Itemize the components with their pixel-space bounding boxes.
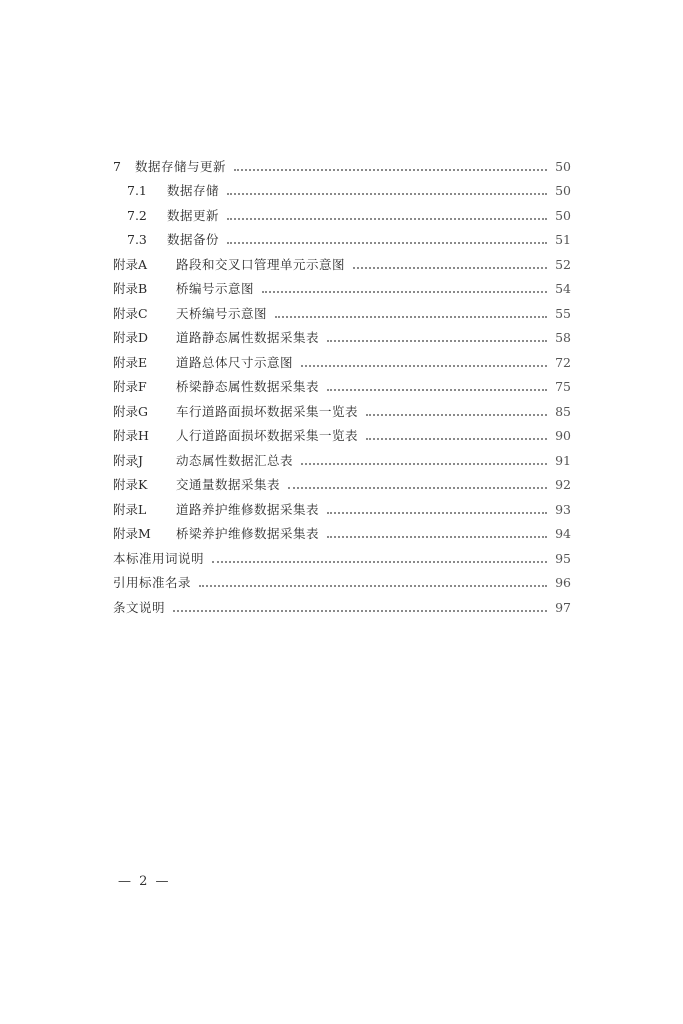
dot-leader: [327, 340, 547, 342]
dot-leader: [234, 169, 547, 171]
toc-entry-page: 72: [555, 354, 571, 370]
dot-leader: [227, 193, 547, 195]
toc-entry-appendix-a[interactable]: [113, 248, 571, 273]
toc-entry-number: 7: [113, 158, 121, 174]
toc-entry-appendix-e[interactable]: [113, 346, 571, 371]
toc-entry-number: 附录B: [113, 281, 148, 296]
toc-entry-page: 96: [555, 575, 571, 590]
toc-entry-page: 95: [555, 550, 571, 566]
dot-leader: [275, 316, 547, 318]
dot-leader: [353, 267, 547, 269]
toc-entry-appendix-b[interactable]: [113, 273, 571, 298]
toc-entry-number: 7.1: [127, 183, 147, 198]
toc-entry-title: 引用标准名录: [113, 575, 192, 590]
toc-entry-number: 附录L: [113, 501, 147, 517]
dot-leader: [327, 536, 547, 538]
toc-entry-page: 51: [555, 232, 571, 247]
toc-entry-title: 桥梁静态属性数据采集表: [176, 379, 320, 394]
dot-leader: [262, 291, 547, 293]
dot-leader: [212, 561, 547, 563]
dot-leader: [301, 463, 547, 465]
toc-entry-wording-explanation[interactable]: [113, 542, 571, 567]
toc-entry-appendix-m[interactable]: [113, 518, 571, 543]
toc-entry-page: 90: [555, 428, 571, 443]
toc-entry-number: 附录M: [113, 526, 151, 541]
toc-entry-number: 附录E: [113, 354, 148, 370]
dot-leader: [327, 512, 547, 514]
toc-entry-title: 桥编号示意图: [176, 281, 255, 296]
dot-leader: [327, 389, 547, 391]
dot-leader: [227, 218, 547, 220]
toc-entry-title: 人行道路面损坏数据采集一览表: [176, 428, 359, 443]
toc-entry-appendix-g[interactable]: [113, 395, 571, 420]
toc-entry-appendix-j[interactable]: [113, 444, 571, 469]
toc-entry-page: 91: [555, 452, 571, 468]
toc-entry-page: 92: [555, 477, 571, 492]
toc-entry-page: 50: [555, 207, 571, 223]
table-of-contents: [113, 150, 571, 616]
toc-entry-number: 附录H: [113, 428, 149, 443]
toc-entry-title: 数据更新: [167, 207, 220, 223]
toc-entry-title: 数据存储: [167, 183, 220, 198]
dot-leader: [366, 438, 547, 440]
toc-entry-appendix-h[interactable]: [113, 420, 571, 445]
dot-leader: [173, 610, 547, 612]
toc-entry-title: 动态属性数据汇总表: [176, 452, 294, 468]
toc-entry-number: 7.3: [127, 232, 147, 247]
dot-leader: [199, 585, 547, 587]
toc-entry-7-1[interactable]: [113, 175, 571, 200]
toc-entry-page: 50: [555, 183, 571, 198]
toc-entry-7[interactable]: [113, 150, 571, 175]
toc-entry-appendix-k[interactable]: [113, 469, 571, 494]
toc-entry-page: 55: [555, 305, 571, 321]
toc-entry-appendix-l[interactable]: [113, 493, 571, 518]
toc-entry-title: 条文说明: [113, 599, 166, 615]
toc-entry-title: 路段和交叉口管理单元示意图: [176, 256, 346, 272]
toc-entry-title: 道路静态属性数据采集表: [176, 330, 320, 345]
toc-entry-page: 50: [555, 158, 571, 174]
toc-entry-referenced-standards[interactable]: [113, 567, 571, 592]
toc-entry-title: 桥梁养护维修数据采集表: [176, 526, 320, 541]
toc-entry-page: 85: [555, 403, 571, 419]
toc-entry-number: 附录D: [113, 330, 149, 345]
toc-entry-number: 附录G: [113, 403, 148, 419]
toc-entry-page: 75: [555, 379, 571, 394]
toc-entry-appendix-d[interactable]: [113, 322, 571, 347]
toc-entry-number: 附录J: [113, 452, 144, 468]
toc-entry-appendix-c[interactable]: [113, 297, 571, 322]
toc-entry-title: 数据存储与更新: [135, 158, 227, 174]
toc-entry-page: 54: [555, 281, 571, 296]
toc-entry-page: 94: [555, 526, 571, 541]
toc-entry-number: 7.2: [127, 207, 147, 223]
dot-leader: [227, 242, 547, 244]
toc-entry-clause-explanation[interactable]: [113, 591, 571, 616]
toc-entry-page: 58: [555, 330, 571, 345]
toc-entry-7-2[interactable]: [113, 199, 571, 224]
toc-entry-number: 附录A: [113, 256, 148, 272]
toc-entry-appendix-f[interactable]: [113, 371, 571, 396]
toc-entry-number: 附录F: [113, 379, 147, 394]
toc-entry-title: 车行道路面损坏数据采集一览表: [176, 403, 359, 419]
toc-entry-title: 道路养护维修数据采集表: [176, 501, 320, 517]
toc-entry-title: 本标准用词说明: [113, 550, 205, 566]
toc-entry-title: 道路总体尺寸示意图: [176, 354, 294, 370]
toc-entry-page: 97: [555, 599, 571, 615]
dot-leader: [288, 487, 547, 489]
page-number-footer: — 2 —: [118, 874, 171, 889]
dot-leader: [301, 365, 547, 367]
toc-entry-7-3[interactable]: [113, 224, 571, 249]
toc-entry-title: 数据备份: [167, 232, 220, 247]
toc-entry-number: 附录K: [113, 477, 148, 492]
toc-entry-page: 93: [555, 501, 571, 517]
toc-entry-number: 附录C: [113, 305, 148, 321]
dot-leader: [366, 414, 547, 416]
toc-entry-page: 52: [555, 256, 571, 272]
toc-entry-title: 天桥编号示意图: [176, 305, 268, 321]
toc-entry-title: 交通量数据采集表: [176, 477, 281, 492]
